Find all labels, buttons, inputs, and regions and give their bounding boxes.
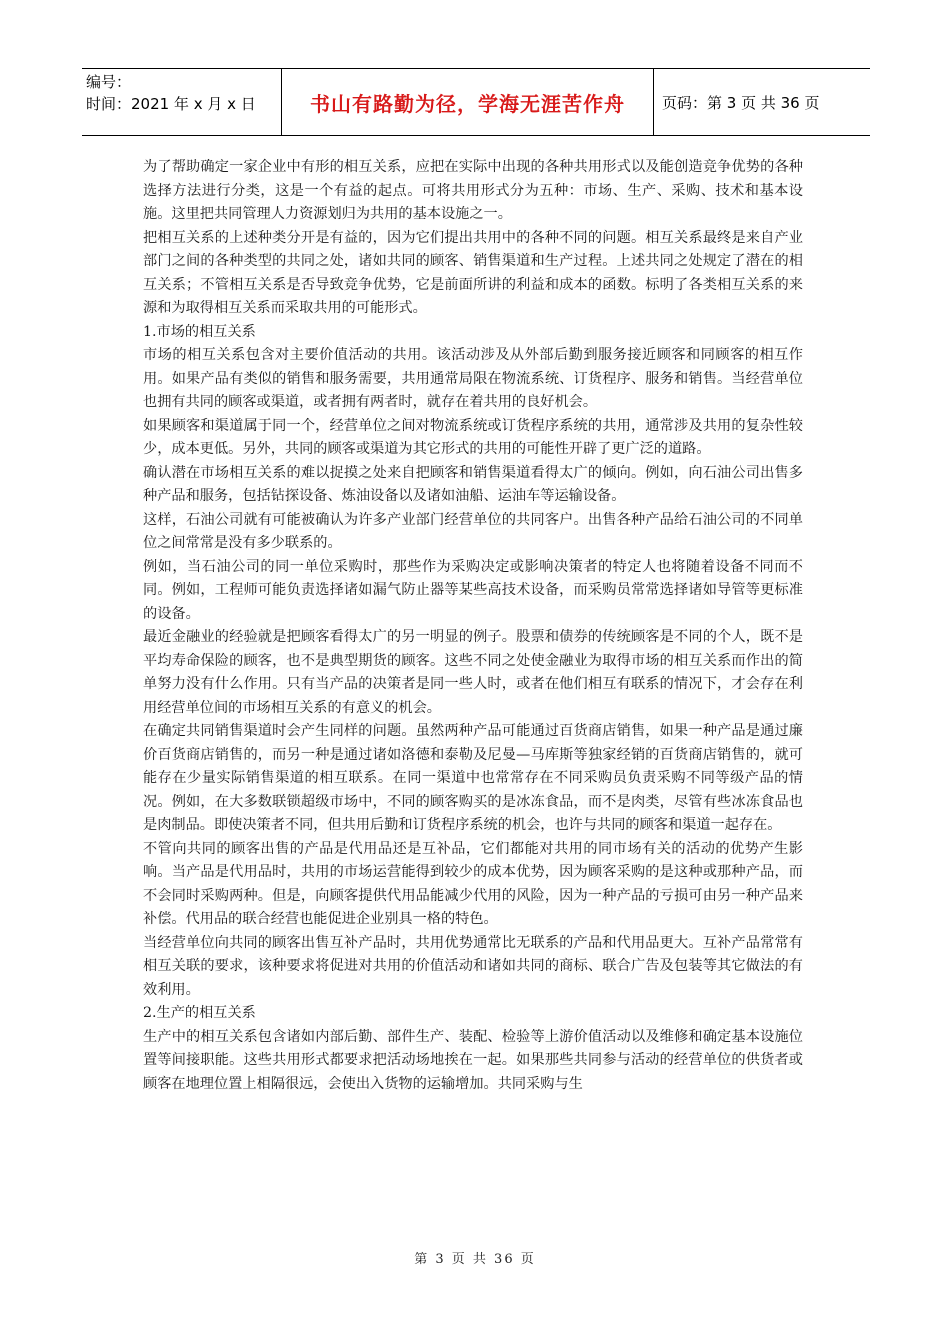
section-heading: 2.生产的相互关系 [143, 1005, 256, 1021]
paragraph: 最近金融业的经验就是把顾客看得太广的另一明显的例子。股票和债券的传统顾客是不同的个人，既不是平均寿命保险的顾客，也不是典型期货的顾客。这些不同之处使金融业为取得市场的相互关系而作出的简单努力没有什么作用。只有当产品的决策者是同一些人时，或者在他们相互有联系的情况下，才会存在利用经营单位间的市场相互关系的有意义的机会。 [143, 629, 803, 716]
paragraph: 确认潜在市场相互关系的难以捉摸之处来自把顾客和销售渠道看得太广的倾向。例如，向石油公司出售多种产品和服务，包括钻探设备、炼油设备以及诸如油船、运油车等运输设备。 [143, 464, 803, 504]
header-motto: 书山有路勤为径，学海无涯苦作舟 [282, 69, 654, 135]
paragraph: 在确定共同销售渠道时会产生同样的问题。虽然两种产品可能通过百货商店销售，如果一种产品是通过廉价百货商店销售的，而另一种是通过诸如洛德和泰勒及尼曼—马库斯等独家经销的百货商店销售的，就可能存在少量实际销售渠道的相互联系。在同一渠道中也常常存在不同采购员负责采购不同等级产品的情况。例如，在大多数联锁超级市场中，不同的顾客购买的是冰冻食品，而不是肉类，尽管有些冰冻食品也是肉制品。即使决策者不同，但共用后勤和订货程序系统的机会，也许与共同的顾客和渠道一起存在。 [143, 723, 803, 833]
paragraph: 如果顾客和渠道属于同一个，经营单位之间对物流系统或订货程序系统的共用，通常涉及共用的复杂性较少，成本更低。另外，共同的顾客或渠道为其它形式的共用的可能性开辟了更广泛的道路。 [143, 417, 803, 457]
document-body [143, 156, 803, 1096]
paragraph: 市场的相互关系包含对主要价值活动的共用。该活动涉及从外部后勤到服务接近顾客和同顾客的相互作用。如果产品有类似的销售和服务需要，共用通常局限在物流系统、订货程序、服务和销售。当经营单位也拥有共同的顾客或渠道，或者拥有两者时，就存在着共用的良好机会。 [143, 347, 803, 410]
section-heading: 1.市场的相互关系 [143, 323, 256, 340]
document-number: 编号： [86, 73, 132, 91]
page-footer: 第 3 页 共 36 页 [414, 1252, 536, 1267]
document-date: 时间：2021 年 x 月 x 日 [86, 95, 256, 113]
header-meta [82, 69, 282, 135]
header-page-info: 页码：第 3 页 共 36 页 [662, 93, 820, 112]
paragraph: 把相互关系的上述种类分开是有益的，因为它们提出共用中的各种不同的问题。相互关系最终是来自产业部门之间的各种类型的共同之处，诸如共同的顾客、销售渠道和生产过程。上述共同之处规定了潜在的相互关系；不管相互关系是否导致竞争优势，它是前面所讲的利益和成本的函数。标明了各类相互关系的来源和为取得相互关系而采取共用的可能形式。 [143, 229, 803, 316]
paragraph: 例如，当石油公司的同一单位采购时，那些作为采购决定或影响决策者的特定人也将随着设备不同而不同。例如，工程师可能负责选择诸如漏气防止器等某些高技术设备，而采购员常常选择诸如导管等更标准的设备。 [143, 558, 803, 622]
page-header [82, 68, 870, 136]
paragraph: 不管向共同的顾客出售的产品是代用品还是互补品，它们都能对共用的同市场有关的活动的优势产生影响。当产品是代用品时，共用的市场运营能得到较少的成本优势，因为顾客采购的是这种或那种产品，而不会同时采购两种。但是，向顾客提供代用品能减少代用的风险，因为一种产品的亏损可由另一种产品来补偿。代用品的联合经营也能促进企业别具一格的特色。 [143, 840, 803, 927]
paragraph: 当经营单位向共同的顾客出售互补产品时，共用优势通常比无联系的产品和代用品更大。互补产品常常有相互关联的要求，该种要求将促进对共用的价值活动和诸如共同的商标、联合广告及包装等其它做法的有效利用。 [143, 934, 803, 998]
paragraph: 为了帮助确定一家企业中有形的相互关系，应把在实际中出现的各种共用形式以及能创造竞争优势的各种选择方法进行分类，这是一个有益的起点。可将共用形式分为五种：市场、生产、采购、技术和基本设施。这里把共同管理人力资源划归为共用的基本设施之一。 [143, 159, 803, 222]
paragraph: 这样，石油公司就有可能被确认为许多产业部门经营单位的共同客户。出售各种产品给石油公司的不同单位之间常常是没有多少联系的。 [143, 511, 803, 551]
paragraph: 生产中的相互关系包含诸如内部后勤、部件生产、装配、检验等上游价值活动以及维修和确定基本设施位置等间接职能。这些共用形式都要求把活动场地挨在一起。如果那些共同参与活动的经营单位的供货者或顾客在地理位置上相隔很远，会使出入货物的运输增加。共同采购与生 [143, 1028, 803, 1092]
